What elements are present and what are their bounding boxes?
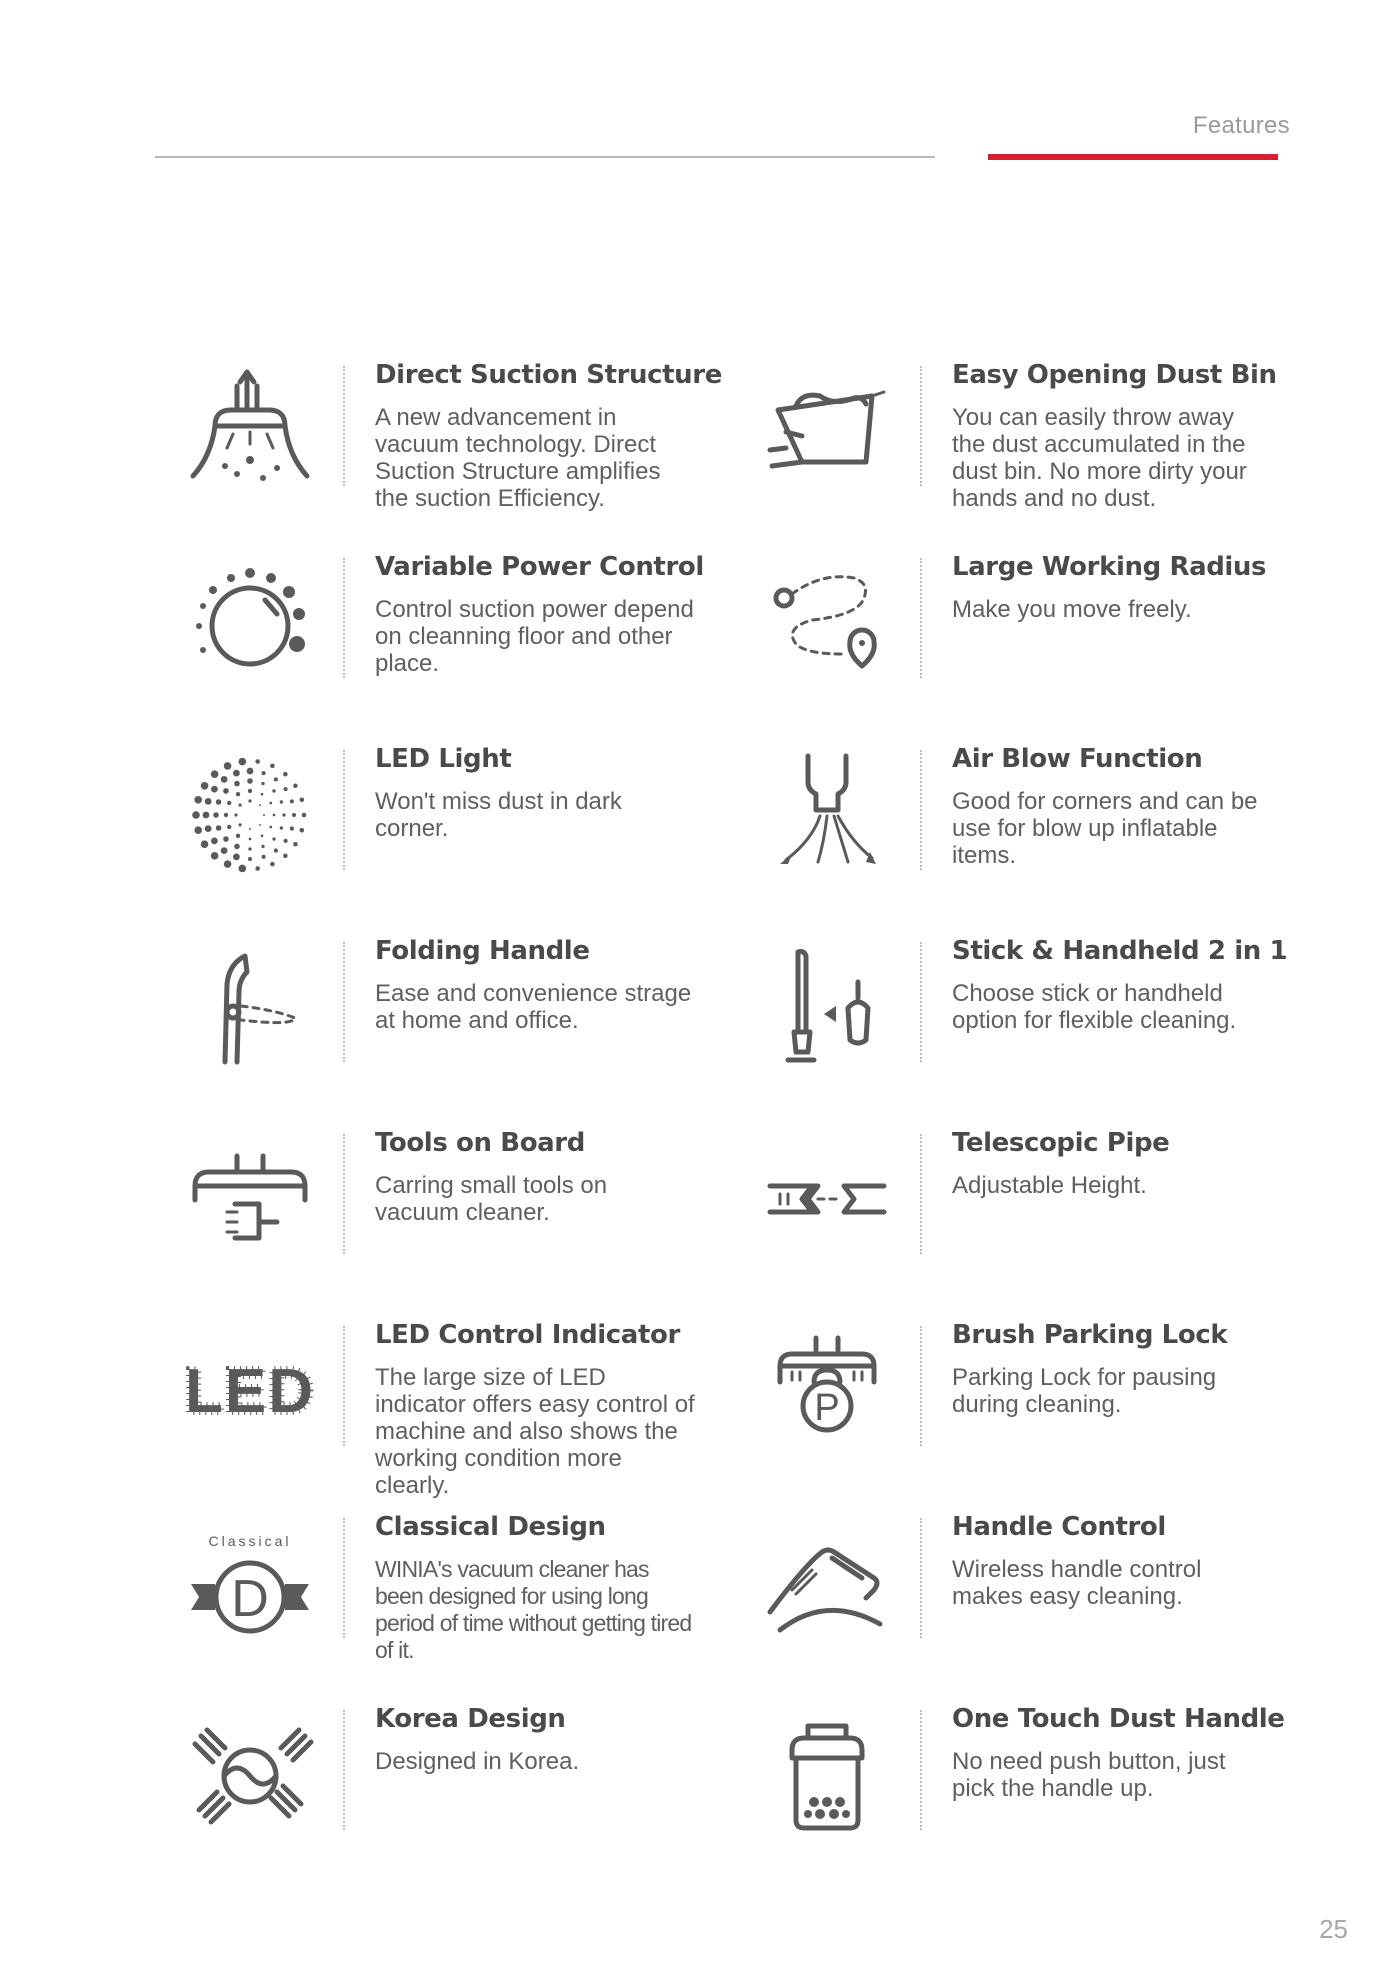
feature-korea-design xyxy=(185,1704,755,1860)
hand-grip-icon xyxy=(762,1518,892,1648)
feature-title: Classical Design xyxy=(375,1512,606,1542)
feature-brush-parking-lock xyxy=(762,1320,1332,1476)
power-dial-icon xyxy=(185,558,315,688)
feature-classical-design xyxy=(185,1512,755,1668)
stick-handheld-icon xyxy=(762,942,892,1072)
feature-title: Variable Power Control xyxy=(375,552,704,582)
classical-badge-icon xyxy=(185,1518,315,1648)
header-accent-bar xyxy=(988,154,1278,160)
feature-divider xyxy=(920,942,922,1062)
feature-title: Brush Parking Lock xyxy=(952,1320,1228,1350)
feature-divider xyxy=(920,1134,922,1254)
feature-description: WINIA's vacuum cleaner has been designed for using long period of time without getting tired of it. xyxy=(375,1556,692,1663)
feature-divider xyxy=(343,1326,345,1446)
feature-divider xyxy=(920,366,922,486)
feature-title: Direct Suction Structure xyxy=(375,360,722,390)
feature-led-control-indicator xyxy=(185,1320,755,1499)
feature-air-blow xyxy=(762,744,1332,900)
feature-description: Carring small tools on vacuum cleaner. xyxy=(375,1172,608,1226)
page-number: 25 xyxy=(1319,1914,1348,1944)
feature-working-radius xyxy=(762,552,1332,708)
feature-description: Choose stick or handheld option for flexible cleaning. xyxy=(952,980,1237,1034)
feature-divider xyxy=(343,366,345,486)
feature-title: Tools on Board xyxy=(375,1128,585,1158)
feature-title: Korea Design xyxy=(375,1704,566,1734)
feature-description: Good for corners and can be use for blow up inflatable items. xyxy=(952,788,1258,869)
feature-title: Telescopic Pipe xyxy=(952,1128,1170,1158)
dust-bin-pour-icon xyxy=(762,366,892,496)
feature-divider xyxy=(920,558,922,678)
folding-handle-icon xyxy=(185,942,315,1072)
feature-divider xyxy=(920,750,922,870)
feature-description: No need push button, just pick the handle up. xyxy=(952,1748,1226,1802)
air-blow-nozzle-icon xyxy=(762,750,892,880)
header-rule xyxy=(155,156,935,158)
feature-one-touch-dust-handle xyxy=(762,1704,1332,1860)
route-pin-icon xyxy=(762,558,892,688)
feature-tools-on-board xyxy=(185,1128,755,1284)
led-dot-matrix-icon xyxy=(185,1326,315,1456)
feature-folding-handle xyxy=(185,936,755,1092)
feature-title: One Touch Dust Handle xyxy=(952,1704,1285,1734)
feature-description: Ease and convenience strage at home and office. xyxy=(375,980,692,1034)
tools-on-board-icon xyxy=(185,1134,315,1264)
feature-title: Handle Control xyxy=(952,1512,1166,1542)
parking-lock-icon xyxy=(762,1326,892,1456)
feature-title: Stick & Handheld 2 in 1 xyxy=(952,936,1288,966)
feature-description: You can easily throw away the dust accumulated in the dust bin. No more dirty your hands and no dust. xyxy=(952,404,1247,512)
feature-description: Wireless handle control makes easy cleaning. xyxy=(952,1556,1202,1610)
feature-description: Adjustable Height. xyxy=(952,1172,1147,1199)
feature-title: LED Control Indicator xyxy=(375,1320,680,1350)
section-label: Features xyxy=(1192,112,1290,139)
feature-divider xyxy=(920,1326,922,1446)
feature-divider xyxy=(343,558,345,678)
feature-handle-control xyxy=(762,1512,1332,1668)
feature-divider xyxy=(920,1518,922,1638)
feature-divider xyxy=(343,942,345,1062)
feature-title: Folding Handle xyxy=(375,936,590,966)
feature-description: Won't miss dust in dark corner. xyxy=(375,788,622,842)
feature-description: Control suction power depend on cleanning floor and other place. xyxy=(375,596,694,677)
feature-title: Large Working Radius xyxy=(952,552,1267,582)
suction-brush-icon xyxy=(185,366,315,496)
dust-container-icon xyxy=(762,1710,892,1840)
feature-title: LED Light xyxy=(375,744,512,774)
svg-text:LED: LED xyxy=(185,1357,315,1426)
feature-divider xyxy=(343,750,345,870)
feature-variable-power xyxy=(185,552,755,708)
led-light-burst-icon xyxy=(185,750,315,880)
telescopic-pipe-icon xyxy=(762,1134,892,1264)
feature-title: Air Blow Function xyxy=(952,744,1203,774)
feature-description: Designed in Korea. xyxy=(375,1748,580,1775)
svg-text:Classical: Classical xyxy=(208,1533,292,1549)
taegeuk-icon xyxy=(185,1710,315,1840)
svg-text:P: P xyxy=(814,1387,840,1429)
svg-text:D: D xyxy=(231,1570,269,1628)
feature-divider xyxy=(920,1710,922,1830)
feature-divider xyxy=(343,1134,345,1254)
feature-led-light xyxy=(185,744,755,900)
feature-telescopic-pipe xyxy=(762,1128,1332,1284)
feature-description: The large size of LED indicator offers easy control of machine and also shows the working condition more clearly. xyxy=(375,1364,695,1499)
feature-description: Make you move freely. xyxy=(952,596,1192,623)
feature-description: Parking Lock for pausing during cleaning. xyxy=(952,1364,1217,1418)
feature-description: A new advancement in vacuum technology. Direct Suction Structure amplifies the suction Efficiency. xyxy=(375,404,661,512)
feature-direct-suction xyxy=(185,360,755,516)
feature-title: Easy Opening Dust Bin xyxy=(952,360,1277,390)
feature-stick-handheld xyxy=(762,936,1332,1092)
feature-divider xyxy=(343,1710,345,1830)
feature-easy-dust-bin xyxy=(762,360,1332,516)
feature-divider xyxy=(343,1518,345,1638)
